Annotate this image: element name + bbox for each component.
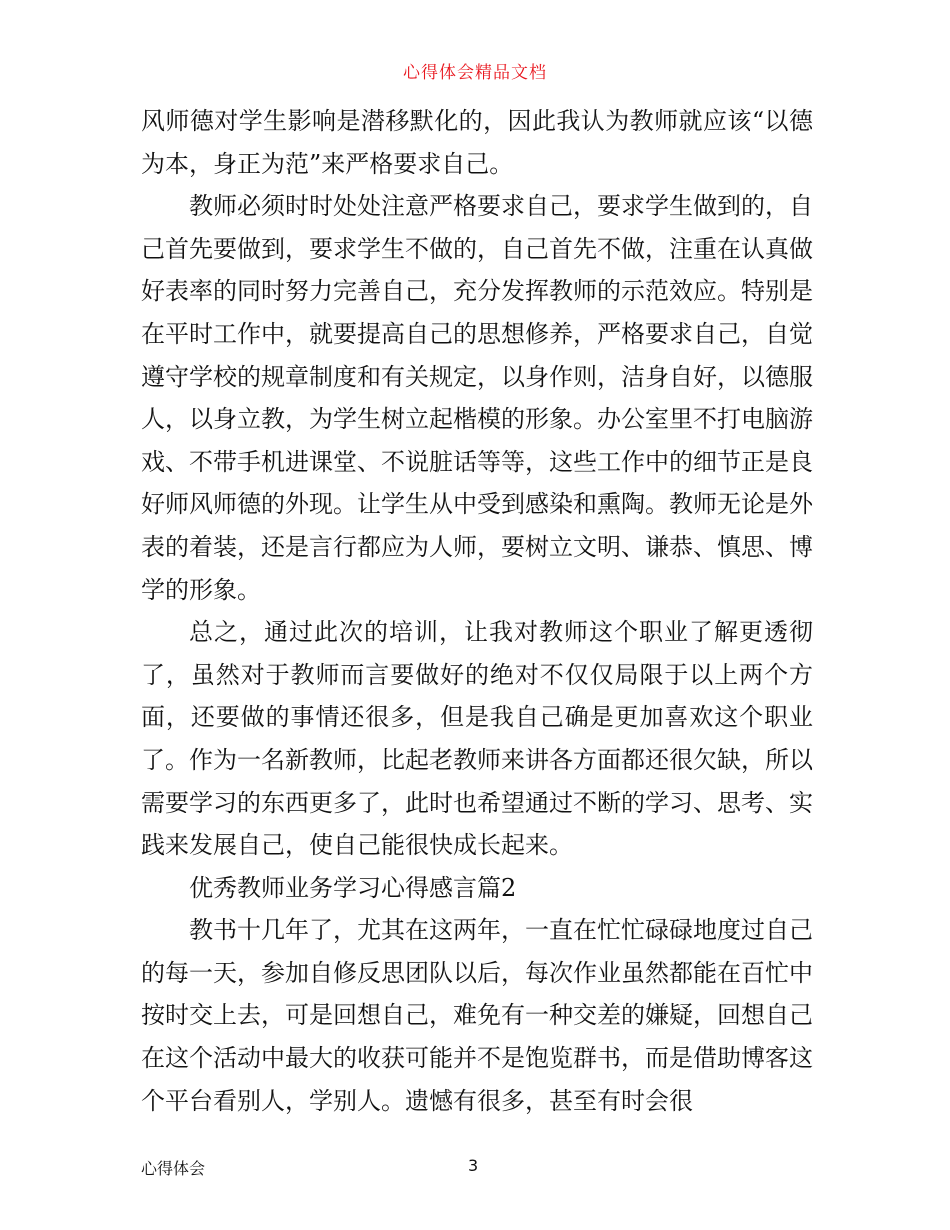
paragraph: 总之，通过此次的培训，让我对教师这个职业了解更透彻了，虽然对于教师而言要做好的绝对不仅仅局限于以上两个方面，还要做的事情还很多，但是我自己确是更加喜欢这个职业了。作为一名新教师，比起老教师来讲各方面都还很欠缺，所以需要学习的东西更多了，此时也希望通过不断的学习、思考、实践来发展自己，使自己能很快成长起来。 [141,618,813,860]
section-heading: 优秀教师业务学习心得感言篇2 [189,873,517,902]
paragraph: 教书十几年了，尤其在这两年，一直在忙忙碌碌地度过自己的每一天，参加自修反思团队以后，每次作业虽然都能在百忙中按时交上去，可是回想自己，难免有一种交差的嫌疑，回想自己在这个活动中最大的收获可能并不是饱览群书，而是借助博客这个平台看别人，学别人。遗憾有很多，甚至有时会很 [141,916,813,1115]
page-number: 3 [468,1156,479,1175]
document-header-title: 心得体会精品文档 [403,63,547,83]
footer-label: 心得体会 [141,1159,206,1178]
document-body [141,100,813,1122]
paragraph-continuation: 风师德对学生影响是潜移默化的，因此我认为教师就应该“以德为本，身正为范”来严格要求自己。 [141,107,813,178]
paragraph: 教师必须时时处处注意严格要求自己，要求学生做到的，自己首先要做到，要求学生不做的，自己首先不做，注重在认真做好表率的同时努力完善自己，充分发挥教师的示范效应。特别是在平时工作中，就要提高自己的思想修养，严格要求自己，自觉遵守学校的规章制度和有关规定，以身作则，洁身自好，以德服人，以身立教，为学生树立起楷模的形象。办公室里不打电脑游戏、不带手机进课堂、不说脏话等等，这些工作中的细节正是良好师风师德的外现。让学生从中受到感染和熏陶。教师无论是外表的着装，还是言行都应为人师，要树立文明、谦恭、慎思、博学的形象。 [141,192,813,604]
